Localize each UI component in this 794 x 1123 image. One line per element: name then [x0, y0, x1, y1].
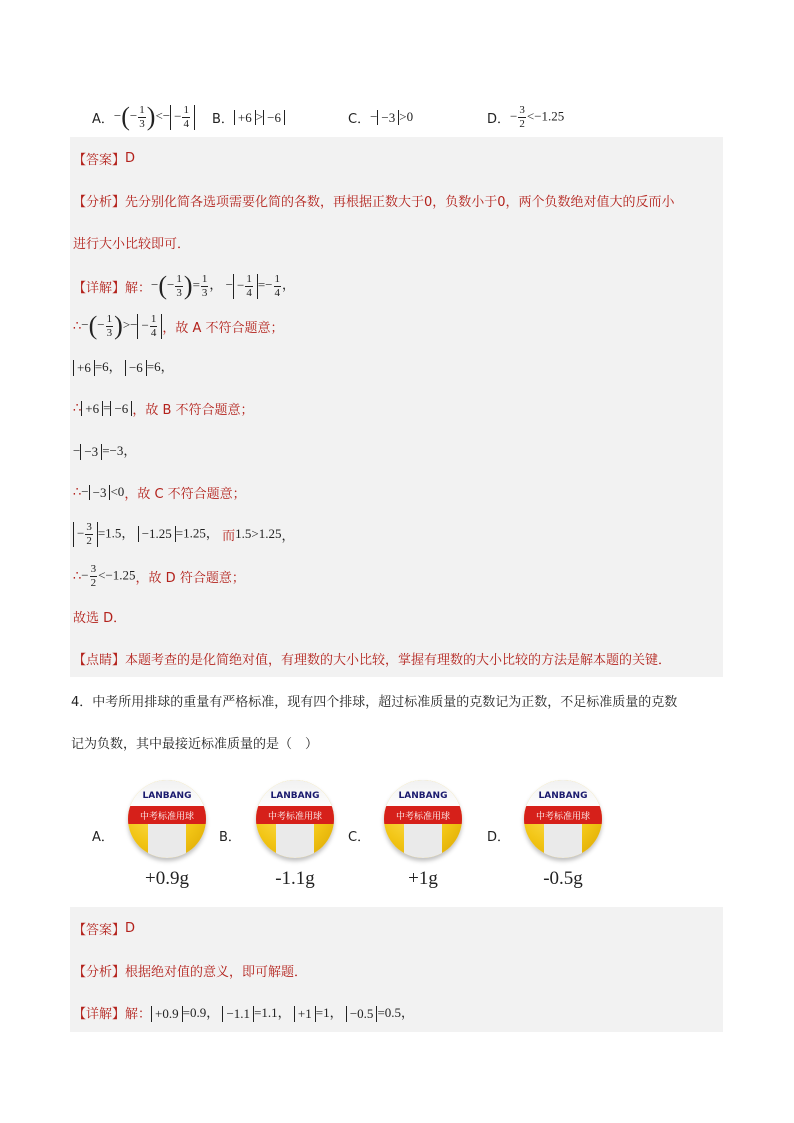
- comment-text: 本题考查的是化简绝对值，有理数的大小比较，掌握有理数的大小比较的方法是解本题的关键．: [125, 652, 672, 668]
- option-c-label: C．: [348, 111, 371, 127]
- and-text: 而: [222, 528, 236, 544]
- q4-detail-intro: 解：: [125, 1006, 152, 1022]
- volleyball-d: [524, 780, 602, 858]
- conclusion-line: [73, 602, 126, 630]
- option-a: [92, 97, 195, 137]
- answer-value: D: [125, 150, 136, 166]
- option-b-label: B．: [212, 111, 234, 127]
- q4-stem-text-2: 记为负数，其中最接近标准质量的是（ ）: [71, 736, 319, 752]
- analysis-line-1: [73, 186, 675, 214]
- q4-answer-line: [73, 914, 135, 942]
- detail-line-7: [73, 518, 295, 550]
- weight-d: -0.5g: [543, 868, 583, 889]
- volleyball-c: [384, 780, 462, 858]
- option-a-expr: −(− $\frac{1}{3}$ )<− − $\frac{1}{4}$: [114, 104, 195, 130]
- q4-option-c-letter: C．: [348, 829, 371, 845]
- q4-stem-2: [71, 728, 318, 756]
- therefore-symbol-c: ∴: [73, 484, 82, 500]
- option-d-expr: − $\frac{3}{2}$ <−1.25: [510, 103, 565, 130]
- comma: ，: [281, 527, 295, 543]
- volleyball-image: [384, 780, 462, 858]
- answer-line: [73, 144, 135, 172]
- ball-text: 中考标准用球: [267, 812, 322, 822]
- option-b: [212, 97, 285, 137]
- detail-tag: 【详解】: [73, 280, 126, 296]
- option-b-expr: +6 > −6: [234, 109, 285, 126]
- comment-line: [73, 644, 671, 672]
- weight-a: +0.9g: [145, 868, 189, 889]
- q4-option-b-label: [219, 815, 241, 855]
- volleyball-b: [256, 780, 334, 858]
- option-d: [487, 97, 564, 137]
- q4-option-c-label: [348, 815, 370, 855]
- therefore-a-text: ，故 A 不符合题意；: [162, 320, 284, 336]
- therefore-c-text: ，故 C 不符合题意；: [124, 486, 246, 502]
- q4-option-d-label: [487, 815, 510, 855]
- weight-b: -1.1g: [275, 868, 315, 889]
- q4-option-a-letter: A．: [92, 829, 114, 845]
- q4-answer-tag: 【答案】: [73, 922, 126, 938]
- ball-text: 中考标准用球: [535, 812, 590, 822]
- q4-stem-1: [71, 686, 677, 714]
- detail-line-8: [73, 560, 245, 592]
- detail-expr-1: −(− $\frac{1}{3}$ )= $\frac{1}{3}$ ， − − $\frac{1}{4}$ =− $\frac{1}{4}$ ，: [151, 271, 296, 300]
- detail-line-6: [73, 478, 246, 506]
- and-expr: 1.5>1.25: [235, 526, 282, 541]
- q4-detail-line: [73, 998, 414, 1026]
- ball-text: 中考标准用球: [395, 812, 450, 822]
- ball-brand: LANBANG: [270, 791, 320, 801]
- detail-line-5: [73, 436, 136, 464]
- q4-option-d-letter: D．: [487, 829, 511, 845]
- comment-tag: 【点睛】: [73, 652, 126, 668]
- option-d-label: D．: [487, 111, 511, 127]
- therefore-d-text: ，故 D 符合题意；: [135, 570, 245, 586]
- q4-stem-text-1: 4．中考所用排球的重量有严格标准，现有四个排球，超过标准质量的克数记为正数，不足标准质量的克数: [71, 694, 678, 710]
- analysis-text-2: 进行大小比较即可．: [73, 236, 191, 252]
- q4-detail-tag: 【详解】: [73, 1006, 126, 1022]
- detail-line-2: [73, 310, 284, 342]
- volleyball-image: [128, 780, 206, 858]
- q4-analysis-text: 根据绝对值的意义，即可解题．: [125, 964, 308, 980]
- ball-brand: LANBANG: [142, 791, 192, 801]
- q4-answer-value: D: [125, 920, 136, 936]
- analysis-tag: 【分析】: [73, 194, 126, 210]
- answer-tag: 【答案】: [73, 152, 126, 168]
- analysis-line-2: [73, 228, 190, 256]
- analysis-text-1: 先分别化简各选项需要化简的各数，再根据正数大于0，负数小于0，两个负数绝对值大的反而小: [125, 194, 675, 210]
- option-c: [348, 97, 413, 137]
- q4-option-b-letter: B．: [219, 829, 241, 845]
- weight-c: +1g: [408, 868, 438, 889]
- detail-expr-5: − −3 =−3，: [73, 443, 137, 460]
- detail-expr-2: −(− $\frac{1}{3}$ )>− − $\frac{1}{4}$: [81, 313, 162, 339]
- therefore-symbol-a: ∴: [73, 318, 82, 334]
- q4-analysis-tag: 【分析】: [73, 964, 126, 980]
- conclusion-text: 故选 D．: [73, 610, 127, 626]
- therefore-symbol-b: ∴: [73, 400, 82, 416]
- detail-line-4: [73, 394, 254, 422]
- detail-expr-3: +6 =6， −6 =6，: [73, 356, 174, 376]
- ball-brand: LANBANG: [398, 791, 448, 801]
- detail-line-3: [73, 352, 174, 380]
- q4-option-a-label: [92, 815, 114, 855]
- option-c-expr: − −3 >0: [370, 108, 414, 125]
- detail-expr-7: − $\frac{3}{2}$ =1.5， −1.25 =1.25，: [73, 522, 222, 547]
- detail-expr-4: +6 = −6: [81, 400, 132, 417]
- ball-text: 中考标准用球: [139, 812, 194, 822]
- q4-detail-expr: +0.9 =0.9， −1.1 =1.1， +1 =1， −0.5 =0.5，: [151, 1002, 414, 1022]
- detail-intro: 解：: [125, 280, 152, 296]
- therefore-b-text: ，故 B 不符合题意；: [132, 402, 254, 418]
- detail-expr-8: − $\frac{3}{2}$ <−1.25: [81, 562, 136, 589]
- ball-brand: LANBANG: [538, 791, 588, 801]
- volleyball-a: [128, 780, 206, 858]
- detail-expr-6: − −3 <0: [81, 483, 125, 500]
- option-a-label: A．: [92, 111, 114, 127]
- volleyball-image: [256, 780, 334, 858]
- detail-line-1: [73, 270, 295, 302]
- therefore-symbol-d: ∴: [73, 568, 82, 584]
- q4-analysis-line: [73, 956, 307, 984]
- volleyball-image: [524, 780, 602, 858]
